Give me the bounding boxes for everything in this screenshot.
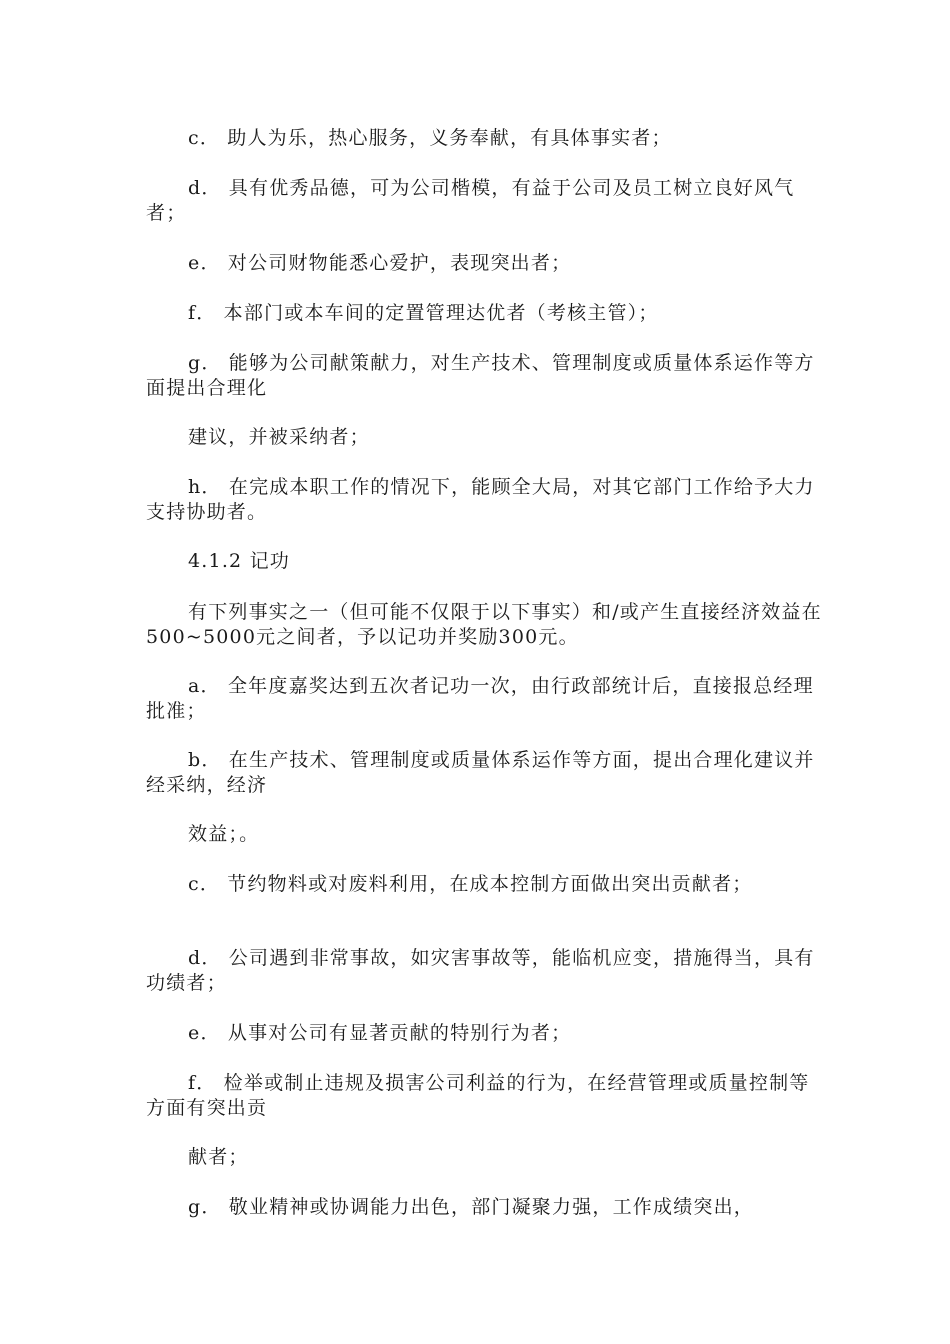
paragraph-g-dedication: g． 敬业精神或协调能力出色，部门凝聚力强，工作成绩突出， [188,1196,755,1218]
paragraph-g-continued: 建议，并被采纳者； [188,426,370,448]
paragraph-c-helpful: c． 助人为乐，热心服务，义务奉献，有具体事实者； [188,127,672,149]
paragraph-f-continued: 献者； [188,1146,249,1168]
paragraph-e-contribution: e． 从事对公司有显著贡献的特别行为者； [188,1022,572,1044]
paragraph-f-reporting: f． 检举或制止违规及损害公司利益的行为，在经营管理或质量控制等方面有突出贡 [146,1072,810,1119]
paragraph-h-support: h． 在完成本职工作的情况下，能顾全大局，对其它部门工作给予大力支持协助者。 [146,476,815,523]
paragraph-d-moral: d． 具有优秀品德，可为公司楷模，有益于公司及员工树立良好风气者； [146,177,795,224]
paragraph-d-emergency: d． 公司遇到非常事故，如灾害事故等，能临机应变，措施得当，具有功绩者； [146,947,815,994]
paragraph-g-suggestions: g． 能够为公司献策献力，对生产技术、管理制度或质量体系运作等方面提出合理化 [146,352,815,399]
section-heading-merit: 4.1.2 记功 [188,550,290,572]
paragraph-b-proposals: b． 在生产技术、管理制度或质量体系运作等方面，提出合理化建议并经采纳，经济 [146,749,815,796]
paragraph-b-continued: 效益；。 [188,823,260,845]
paragraph-f-management: f． 本部门或本车间的定置管理达优者（考核主管）； [188,302,659,324]
paragraph-c-materials: c． 节约物料或对废料利用，在成本控制方面做出突出贡献者； [188,873,753,895]
paragraph-e-property: e． 对公司财物能悉心爱护，表现突出者； [188,252,572,274]
paragraph-merit-intro: 有下列事实之一（但可能不仅限于以下事实）和/或产生直接经济效益在500~5000元之间者，予以记功并奖励300元。 [146,601,822,648]
paragraph-a-commendations: a． 全年度嘉奖达到五次者记功一次，由行政部统计后，直接报总经理批准； [146,675,814,722]
